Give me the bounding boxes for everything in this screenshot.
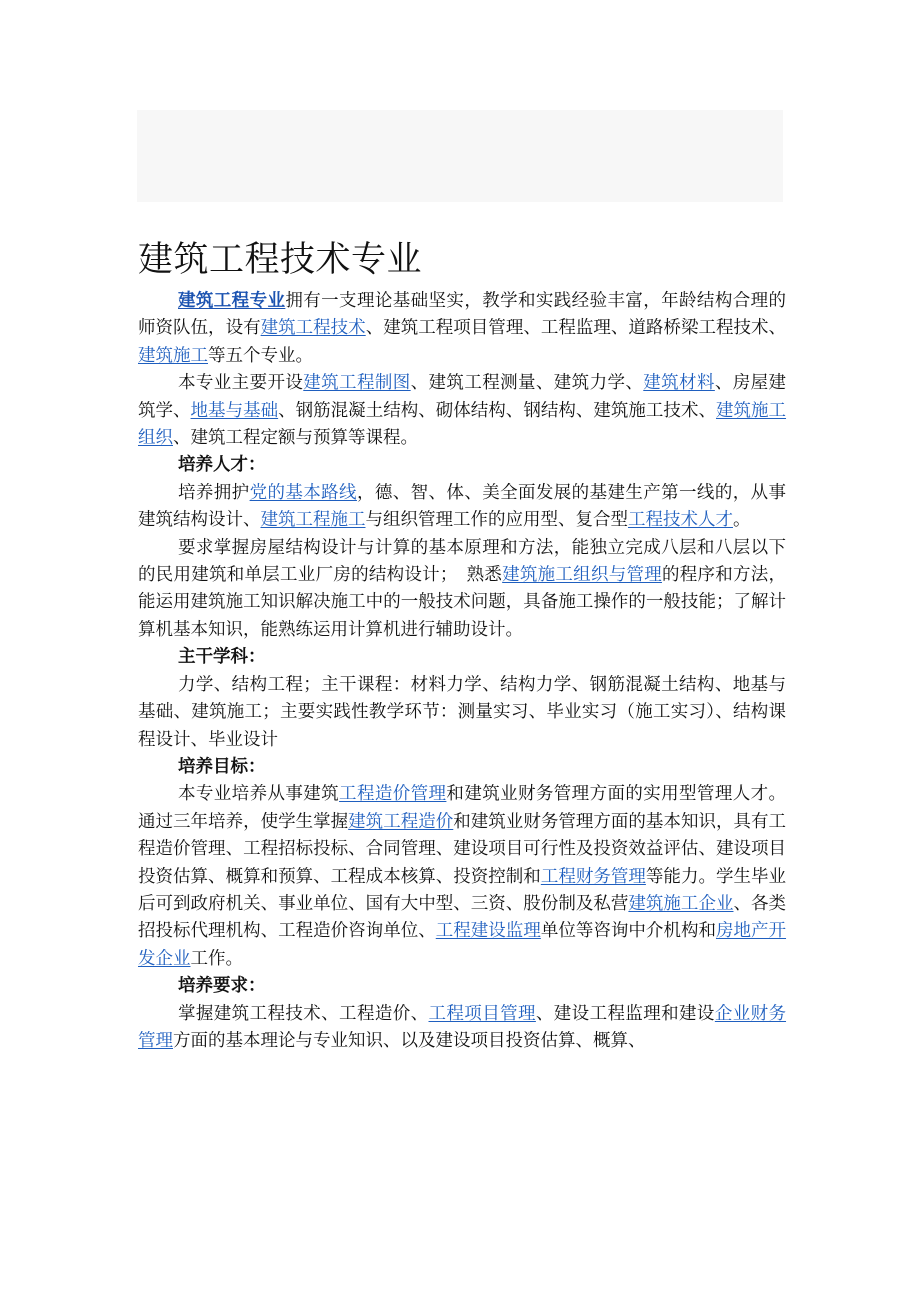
paragraph-text: 、建筑工程定额与预算等课程。 (173, 428, 418, 449)
inline-link[interactable]: 工程技术人才 (628, 510, 733, 531)
section-label-talent (138, 452, 786, 479)
inline-link[interactable]: 建筑施工企业 (628, 893, 734, 914)
paragraph-text: 单位等咨询中介机构和 (540, 921, 716, 942)
goals-paragraph (138, 781, 786, 973)
paragraph-text: 等五个专业。 (208, 345, 313, 366)
paragraph-text: 本专业主要开设 (178, 373, 304, 394)
paragraph-text: 要求掌握房屋结构设计与计算的基本原理和方法，能独立完成八层和八层以下的民用建筑和单层工业厂房的结构设计； 熟悉 (138, 537, 786, 586)
inline-link[interactable]: 企业财务管理 (138, 1003, 787, 1051)
talent-paragraph (138, 480, 786, 535)
paragraph-text: 、房屋建筑学、 (138, 373, 787, 421)
paragraph-text: 掌握建筑工程技术、工程造价、 (178, 1003, 429, 1024)
article-content (138, 288, 786, 1055)
paragraph-text: 、建筑工程项目管理、工程监理、道路桥梁工程技术、 (365, 318, 787, 339)
paragraph-text: 、建设工程监理和建设 (535, 1003, 715, 1024)
inline-link[interactable]: 地基与基础 (190, 400, 279, 421)
intro-paragraph (138, 288, 786, 370)
inline-link[interactable]: 建筑工程制图 (303, 373, 411, 394)
paragraph-text: 、建筑工程测量、建筑力学、 (410, 373, 644, 394)
top-banner-placeholder (137, 110, 783, 202)
inline-link[interactable]: 党的基本路线 (249, 482, 357, 503)
paragraph-text: 和建筑业财务管理方面的基本知识，具有工程造价管理、工程招标投标、合同管理、建设项目可行性及投资效益评估、建设项目投资估算、概算和预算、工程成本核算、投资控制和 (138, 811, 787, 887)
page-title: 建筑工程技术专业 (138, 240, 423, 280)
requirements-paragraph (138, 535, 786, 645)
paragraph-text: 培养拥护 (178, 482, 250, 503)
inline-link[interactable]: 建筑工程专业 (178, 291, 286, 311)
courses-paragraph (138, 370, 786, 452)
inline-link[interactable]: 工程财务管理 (540, 866, 646, 887)
paragraph-text: 等能力。学生毕业后可到政府机关、事业单位、国有大中型、三资、股份制及私营 (138, 866, 787, 914)
document-body (138, 200, 786, 1055)
inline-link[interactable]: 建筑材料 (643, 373, 715, 394)
inline-link[interactable]: 建筑工程造价 (348, 811, 454, 832)
inline-link[interactable]: 工程造价管理 (339, 784, 447, 805)
paragraph-text: 。 (733, 510, 751, 531)
inline-link[interactable]: 建筑工程施工 (260, 510, 366, 531)
section-label-goals (138, 754, 786, 781)
paragraph-text: 培养人才： (178, 455, 266, 476)
inline-link[interactable]: 工程建设监理 (435, 921, 541, 942)
inline-link[interactable]: 建筑施工 (138, 345, 208, 366)
inline-link[interactable]: 建筑施工组织 (138, 400, 787, 449)
inline-link[interactable]: 建筑工程技术 (260, 318, 366, 339)
section-label-demands (138, 973, 786, 1000)
paragraph-text: 和建筑业财务管理方面的实用型管理人才。通过三年培养，使学生掌握 (138, 784, 787, 832)
inline-link[interactable]: 房地产开发企业 (138, 921, 787, 969)
paragraph-text: ，德、智、体、美全面发展的基建生产第一线的，从事建筑结构设计、 (138, 482, 787, 531)
paragraph-text: 本专业培养从事建筑 (178, 784, 340, 805)
paragraph-text: 力学、结构工程；主干课程：材料力学、结构力学、钢筋混凝土结构、地基与基础、建筑施工；主要实践性教学环节：测量实习、毕业实习（施工实习）、结构课程设计、毕业设计 (138, 674, 786, 750)
demands-paragraph (138, 1001, 786, 1056)
paragraph-text: 方面的基本理论与专业知识、以及建设项目投资估算、概算、 (173, 1030, 646, 1051)
paragraph-text: 、钢筋混凝土结构、砌体结构、钢结构、建筑施工技术、 (278, 400, 716, 421)
paragraph-text: 的程序和方法，能运用建筑施工知识解决施工中的一般技术问题，具备施工操作的一般技能；了解计算机基本知识，能熟练运用计算机进行辅助设计。 (138, 565, 787, 640)
inline-link[interactable]: 建筑施工组织与管理 (502, 565, 662, 586)
paragraph-text: 培养要求： (178, 976, 266, 997)
paragraph-text: 培养目标： (178, 756, 266, 777)
paragraph-text: 、各类招投标代理机构、工程造价咨询单位、 (138, 893, 787, 942)
section-label-subjects (138, 644, 786, 671)
paragraph-text: 拥有一支理论基础坚实，教学和实践经验丰富，年龄结构合理的师资队伍，设有 (138, 291, 787, 339)
subjects-paragraph (138, 672, 786, 754)
inline-link[interactable]: 工程项目管理 (428, 1003, 536, 1024)
paragraph-text: 主干学科： (178, 647, 266, 668)
paragraph-text: 工作。 (190, 948, 243, 969)
paragraph-text: 与组织管理工作的应用型、复合型 (365, 510, 628, 531)
